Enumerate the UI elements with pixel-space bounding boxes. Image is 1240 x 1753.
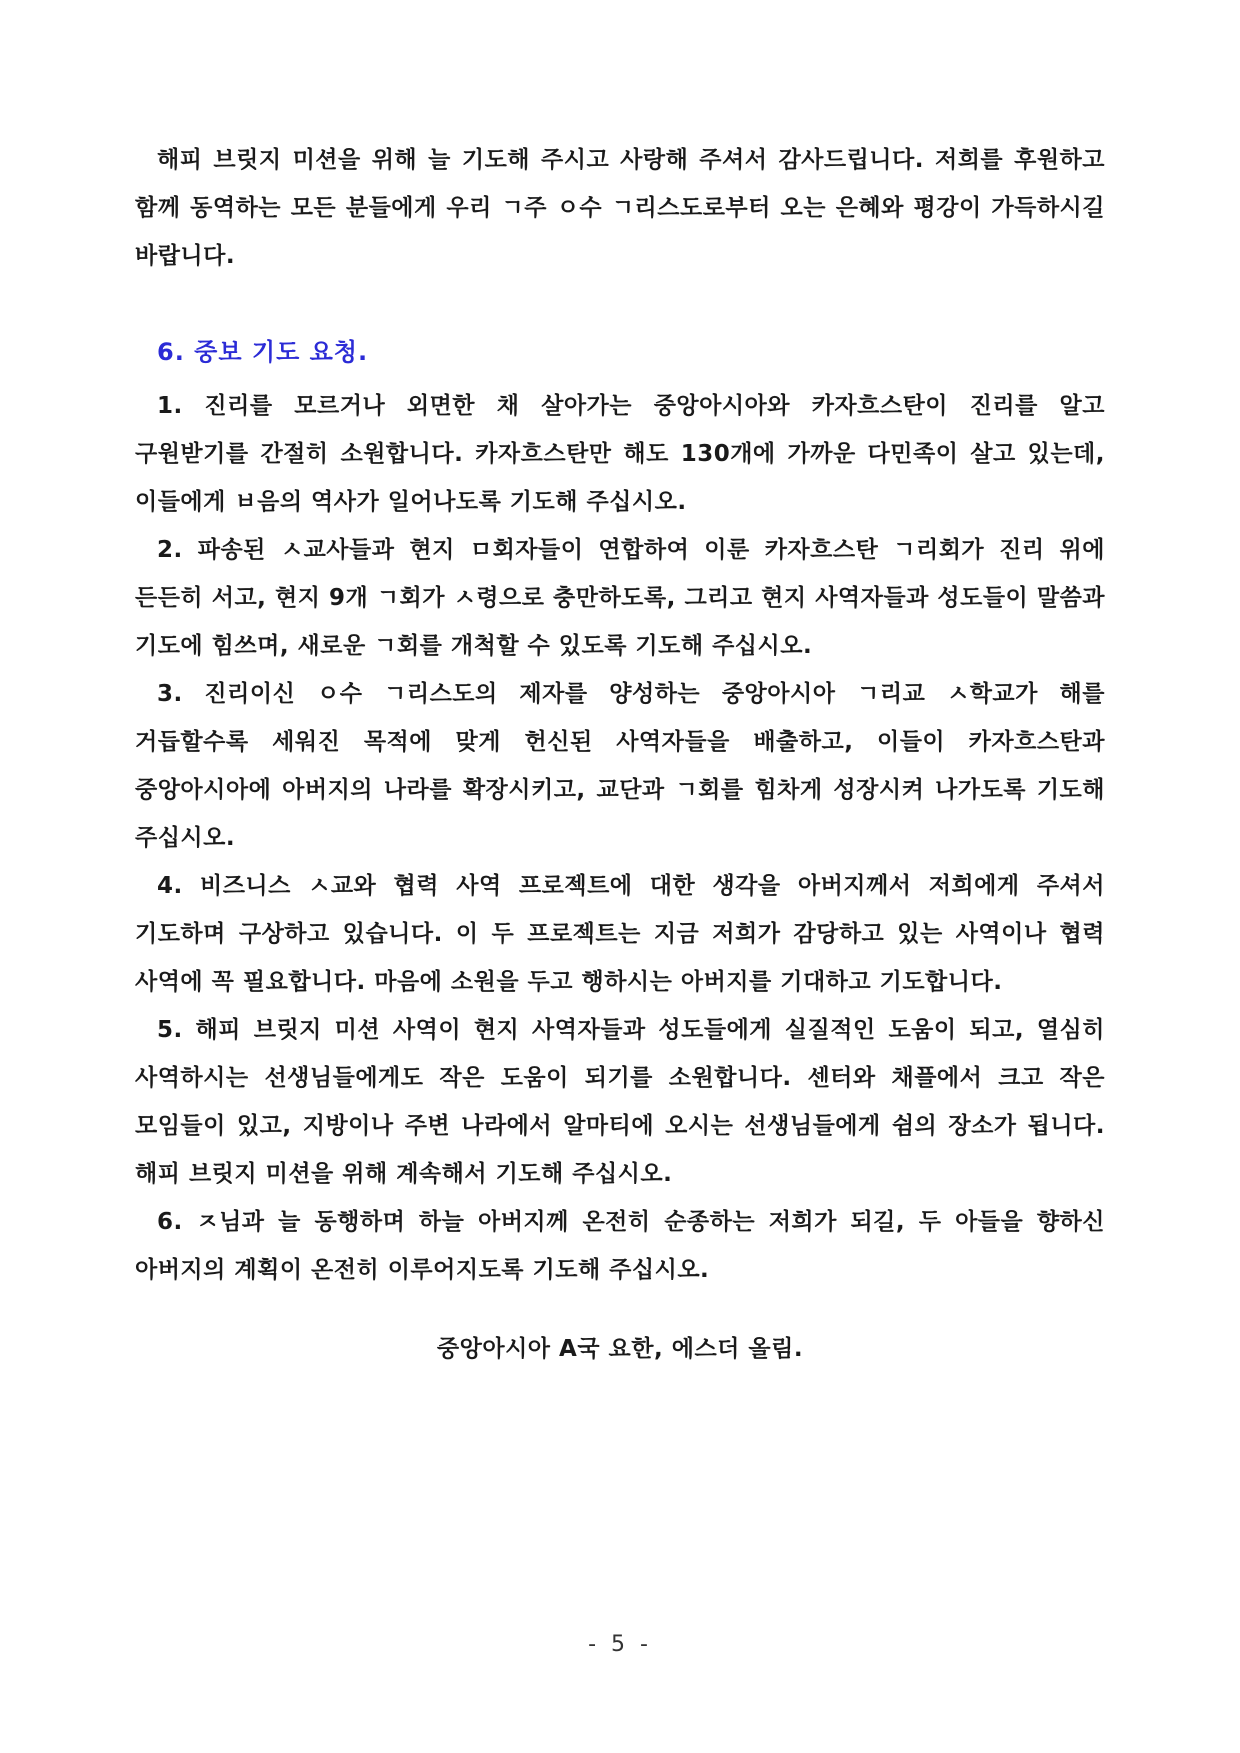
prayer-request-item: 2. 파송된 ㅅ교사들과 현지 ㅁ회자들이 연합하여 이룬 카자흐스탄 ㄱ리회가 진리 위에 든든히 서고, 현지 9개 ㄱ회가 ㅅ령으로 충만하도록, 그리고 현지 사역자들과 성도들이 말씀과 기도에 힘쓰며, 새로운 ㄱ회를 개척할 수 있도록 기도해 주십시오. [135,537,1105,659]
page-content [135,136,1105,1363]
prayer-request-item: 6. ㅈ님과 늘 동행하며 하늘 아버지께 온전히 순종하는 저희가 되길, 두 아들을 향하신 아버지의 계획이 온전히 이루어지도록 기도해 주십시오. [135,1209,1105,1283]
signature-line: 중앙아시아 A국 요한, 에스더 올림. [436,1336,804,1362]
prayer-request-item: 1. 진리를 모르거나 외면한 채 살아가는 중앙아시아와 카자흐스탄이 진리를 알고 구원받기를 간절히 소원합니다. 카자흐스탄만 해도 130개에 가까운 다민족이 살고 있는데, 이들에게 ㅂ음의 역사가 일어나도록 기도해 주십시오. [135,393,1105,515]
prayer-request-item: 4. 비즈니스 ㅅ교와 협력 사역 프로젝트에 대한 생각을 아버지께서 저희에게 주셔서 기도하며 구상하고 있습니다. 이 두 프로젝트는 지금 저희가 감당하고 있는 사역이나 협력 사역에 꼭 필요합니다. 마음에 소원을 두고 행하시는 아버지를 기대하고 기도합니다. [135,873,1105,995]
section-heading: 6. 중보 기도 요청. [157,338,369,366]
page-number: - 5 - [588,1632,652,1657]
prayer-request-item: 3. 진리이신 ㅇ수 ㄱ리스도의 제자를 양성하는 중앙아시아 ㄱ리교 ㅅ학교가 해를 거듭할수록 세워진 목적에 맞게 헌신된 사역자들을 배출하고, 이들이 카자흐스탄과 중앙아시아에 아버지의 나라를 확장시키고, 교단과 ㄱ회를 힘차게 성장시켜 나가도록 기도해 주십시오. [135,681,1105,851]
prayer-request-list [135,382,1105,1294]
intro-paragraph: 해피 브릿지 미션을 위해 늘 기도해 주시고 사랑해 주셔서 감사드립니다. 저희를 후원하고 함께 동역하는 모든 분들에게 우리 ㄱ주 ㅇ수 ㄱ리스도로부터 오는 은혜와 평강이 가득하시길 바랍니다. [135,147,1105,269]
prayer-request-item: 5. 해피 브릿지 미션 사역이 현지 사역자들과 성도들에게 실질적인 도움이 되고, 열심히 사역하시는 선생님들에게도 작은 도움이 되기를 소원합니다. 센터와 채플에서 크고 작은 모임들이 있고, 지방이나 주변 나라에서 알마티에 오시는 선생님들에게 쉼의 장소가 됩니다. 해피 브릿지 미션을 위해 계속해서 기도해 주십시오. [135,1017,1105,1187]
